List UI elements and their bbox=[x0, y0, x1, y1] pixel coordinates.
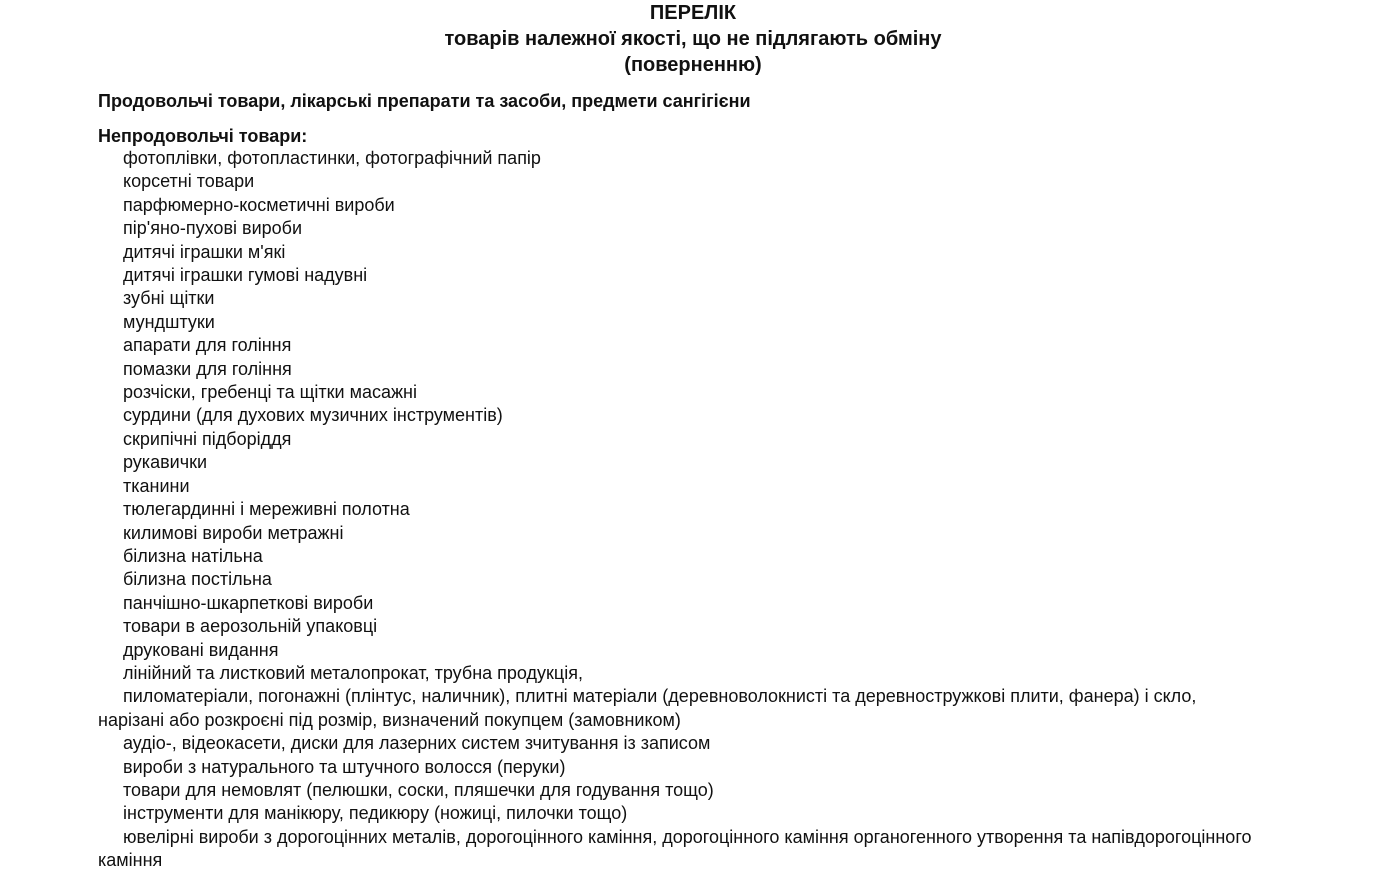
list-item: панчішно-шкарпеткові вироби bbox=[123, 592, 374, 613]
list-item: пір'яно-пухові вироби bbox=[123, 218, 303, 239]
list-item: помазки для гоління bbox=[123, 358, 292, 379]
list-item: білизна натільна bbox=[123, 545, 263, 566]
list-item: мундштуки bbox=[123, 311, 215, 332]
list-item: білизна постільна bbox=[123, 569, 272, 590]
list-item: фотоплівки, фотопластинки, фотографічний папір bbox=[123, 148, 541, 168]
list-item: дитячі іграшки гумові надувні bbox=[123, 265, 368, 286]
document-subtitle-note: (поверненню) bbox=[624, 54, 762, 76]
list-item: вироби з натурального та штучного волосся (перуки) bbox=[123, 756, 566, 777]
section-heading-nonfood: Непродовольчі товари: bbox=[98, 126, 308, 146]
list-item: тканини bbox=[123, 475, 190, 496]
list-item: сурдини (для духових музичних інструментів) bbox=[123, 405, 503, 426]
list-item: ювелірні вироби з дорогоцінних металів, дорогоцінного каміння, дорогоцінного каміння органогенного утворення та напівдорогоцінного каміння bbox=[98, 826, 1252, 871]
list-item: розчіски, гребенці та щітки масажні bbox=[123, 382, 417, 403]
list-item: лінійний та листковий металопрокат, трубна продукція, bbox=[123, 662, 583, 683]
list-item: друковані видання bbox=[123, 639, 279, 660]
document-title: ПЕРЕЛІК bbox=[649, 2, 737, 24]
list-item: рукавички bbox=[123, 452, 208, 473]
list-item: товари в аерозольній упаковці bbox=[123, 616, 378, 637]
nonfood-list bbox=[98, 147, 1278, 873]
list-item: апарати для гоління bbox=[123, 335, 292, 356]
list-item: парфюмерно-косметичні вироби bbox=[123, 194, 395, 215]
section-heading-food: Продовольчі товари, лікарські препарати та засоби, предмети сангігієни bbox=[98, 91, 751, 111]
list-item: корсетні товари bbox=[123, 171, 255, 192]
list-item: тюлегардинні і мереживні полотна bbox=[123, 499, 410, 520]
list-item: товари для немовлят (пелюшки, соски, пляшечки для годування тощо) bbox=[123, 779, 714, 800]
list-item: дитячі іграшки м'які bbox=[123, 241, 286, 262]
list-item: скрипічні підборіддя bbox=[123, 428, 292, 449]
list-item: килимові вироби метражні bbox=[123, 522, 344, 543]
document bbox=[98, 0, 1278, 873]
list-item: зубні щітки bbox=[123, 288, 215, 309]
list-item: пиломатеріали, погонажні (плінтус, наличник), плитні матеріали (деревноволокнисті та деревностружкові плити, фанера) і скло, нарізані або розкроєні під розмір, визначений покупцем (замовником) bbox=[98, 686, 1197, 730]
document-subtitle: товарів належної якості, що не підлягають обміну bbox=[444, 28, 942, 50]
list-item: аудіо-, відеокасети, диски для лазерних систем зчитування із записом bbox=[123, 733, 711, 754]
list-item: інструменти для манікюру, педикюру (ножиці, пилочки тощо) bbox=[123, 803, 628, 824]
